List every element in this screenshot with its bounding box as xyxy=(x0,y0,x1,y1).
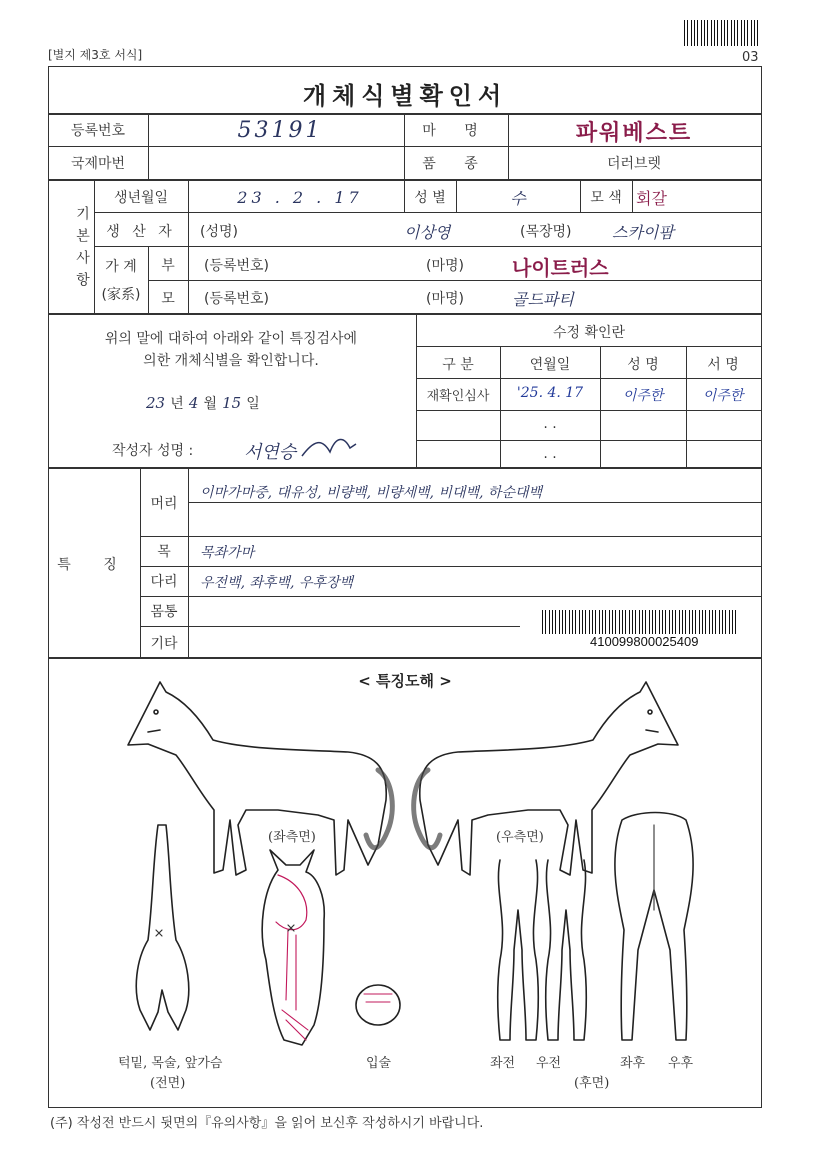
barcode-bar xyxy=(727,20,728,46)
barcode-bar xyxy=(687,20,688,46)
producer-name-value: 이상영 xyxy=(404,223,451,242)
head-front-view xyxy=(262,850,324,1045)
barcode-bar xyxy=(744,20,745,46)
barcode-bar xyxy=(542,610,543,634)
barcode-bar xyxy=(639,610,640,634)
barcode-bar xyxy=(715,610,716,634)
legs-label: 다리 xyxy=(150,574,178,590)
dam-label: 모 xyxy=(161,291,175,307)
barcode-bar xyxy=(695,610,696,634)
right-side-label: (우측면) xyxy=(496,830,544,845)
front-label: (전면) xyxy=(150,1076,186,1091)
neck-value: 목좌가마 xyxy=(200,545,255,561)
barcode-bar xyxy=(559,610,560,634)
revision-row1-name: 이주한 xyxy=(622,388,664,404)
ranch-value: 스카이팜 xyxy=(612,223,674,242)
barcode-bar xyxy=(565,610,566,634)
barcode-bar xyxy=(625,610,626,634)
right-front-label: 우전 xyxy=(536,1056,562,1071)
barcode-bar xyxy=(562,610,563,634)
date-month: 4 xyxy=(188,394,199,412)
diagram-title: < 특징도해 > xyxy=(358,672,452,690)
barcode-bar xyxy=(709,610,710,634)
barcode-bar xyxy=(615,610,616,634)
date-year-unit: 년 xyxy=(170,396,184,412)
revision-col-date: 연월일 xyxy=(529,357,571,373)
barcode-bar xyxy=(682,610,683,634)
coat-value: 회갈 xyxy=(636,189,667,208)
barcode-bar xyxy=(735,610,736,634)
producer-name-label: (성명) xyxy=(200,224,238,240)
breed-value: 더러브렛 xyxy=(606,156,662,172)
right-hind-label: 우후 xyxy=(668,1056,694,1071)
neck-label: 목 xyxy=(157,544,171,560)
rear-label: (후면) xyxy=(574,1076,610,1091)
barcode-bar xyxy=(632,610,633,634)
horse-name-value: 파워베스트 xyxy=(575,121,693,146)
barcode-number: 410099800025409 xyxy=(590,634,699,649)
barcode-bar xyxy=(699,610,700,634)
reg-no-value: 53191 xyxy=(237,118,323,143)
revision-row1-sign: 이주한 xyxy=(702,388,744,404)
barcode-bar xyxy=(649,610,650,634)
barcode-bar xyxy=(635,610,636,634)
legs-value: 우전백, 좌후백, 우후장백 xyxy=(200,575,354,591)
barcode-bar xyxy=(701,20,702,46)
coat-label: 모 색 xyxy=(590,190,622,206)
barcode-bar xyxy=(675,610,676,634)
lips-view xyxy=(356,985,400,1025)
barcode-bar xyxy=(754,20,755,46)
barcode-bar xyxy=(569,610,570,634)
barcode-bar xyxy=(652,610,653,634)
barcode-bar xyxy=(585,610,586,634)
barcode-bar xyxy=(655,610,656,634)
left-side-label: (좌측면) xyxy=(268,830,316,845)
barcode-bar xyxy=(711,20,712,46)
barcode-bar xyxy=(737,20,738,46)
barcode-bar xyxy=(622,610,623,634)
confirm-text-1: 위의 말에 대하여 아래와 같이 특징검사에 xyxy=(104,331,358,347)
body-label: 몸통 xyxy=(150,604,178,620)
barcode-bar xyxy=(612,610,613,634)
barcode-bar xyxy=(731,20,732,46)
barcode-bar xyxy=(609,610,610,634)
barcode-bar xyxy=(712,610,713,634)
rear-view xyxy=(615,813,693,1041)
barcode-bar xyxy=(592,610,593,634)
chin-chest-label: 턱밑, 목술, 앞가슴 xyxy=(118,1056,223,1071)
revision-row1-date: '25. 4. 17 xyxy=(516,385,584,401)
dam-name-value: 골드파티 xyxy=(512,290,574,309)
barcode-bar xyxy=(602,610,603,634)
date-year: 23 xyxy=(146,394,166,412)
revision-col-sign: 서 명 xyxy=(707,357,739,373)
producer-label: 생 산 자 xyxy=(106,224,176,240)
barcode-bar xyxy=(757,20,758,46)
barcode-bar xyxy=(582,610,583,634)
barcode-bar xyxy=(751,20,752,46)
date-month-unit: 월 xyxy=(203,396,217,412)
barcode-bar xyxy=(722,610,723,634)
barcode-bar xyxy=(605,610,606,634)
pedigree-label: 가 계 xyxy=(105,259,137,275)
main-barcode xyxy=(542,610,738,634)
barcode-bar xyxy=(694,20,695,46)
birth-label: 생년월일 xyxy=(113,190,169,206)
barcode-bar xyxy=(734,20,735,46)
barcode-bar xyxy=(732,610,733,634)
reg-no-label: 등록번호 xyxy=(70,123,126,139)
confirm-date xyxy=(146,393,260,413)
barcode-bar xyxy=(689,610,690,634)
author-signature xyxy=(300,430,360,462)
dam-reg-label: (등록번호) xyxy=(204,291,270,307)
confirm-text-2: 의한 개체식별을 확인합니다. xyxy=(143,353,319,369)
chest-front-view xyxy=(136,825,188,1030)
revision-row2-date: . . xyxy=(543,416,557,432)
other-label: 기타 xyxy=(150,636,178,652)
barcode-bar xyxy=(642,610,643,634)
right-side-horse xyxy=(414,682,678,875)
barcode-bar xyxy=(662,610,663,634)
features-section-label: 특 징 xyxy=(57,557,131,573)
author-label: 작성자 성명 : xyxy=(112,443,194,459)
ranch-label: (목장명) xyxy=(520,224,572,240)
left-front-label: 좌전 xyxy=(490,1056,516,1071)
barcode-bar xyxy=(579,610,580,634)
barcode-bar xyxy=(685,610,686,634)
revision-row1-type: 재확인심사 xyxy=(426,389,490,404)
horse-diagram xyxy=(48,660,762,1100)
barcode-bar xyxy=(552,610,553,634)
barcode-bar xyxy=(702,610,703,634)
sire-label: 부 xyxy=(161,258,175,274)
barcode-bar xyxy=(669,610,670,634)
pedigree-hanja: (家系) xyxy=(101,287,141,303)
sex-value: 수 xyxy=(510,189,526,208)
barcode-bar xyxy=(555,610,556,634)
barcode-bar xyxy=(619,610,620,634)
barcode-bar xyxy=(697,20,698,46)
birth-value: 23 . 2 . 17 xyxy=(237,188,363,207)
barcode-bar xyxy=(724,20,725,46)
revision-col-name: 성 명 xyxy=(627,357,659,373)
barcode-bar xyxy=(707,20,708,46)
date-day: 15 xyxy=(222,394,242,412)
barcode-bar xyxy=(691,20,692,46)
barcode-bar xyxy=(721,20,722,46)
barcode-bar xyxy=(692,610,693,634)
barcode-bar xyxy=(659,610,660,634)
barcode-bar xyxy=(645,610,646,634)
page-code: 03 xyxy=(742,50,759,65)
front-legs-view xyxy=(498,860,587,1040)
barcode-bar xyxy=(575,610,576,634)
document-title: 개체식별확인서 xyxy=(302,82,508,110)
head-value: 이마가마중, 대유성, 비량백, 비량세백, 비대백, 하순대백 xyxy=(200,485,543,501)
barcode-bar xyxy=(599,610,600,634)
form-number: [별지 제3호 서식] xyxy=(48,48,143,62)
horse-name-label: 마 명 xyxy=(422,123,490,139)
footer-note: (주) 작성전 반드시 뒷면의『유의사항』을 읽어 보신후 작성하시기 바랍니다. xyxy=(50,1116,484,1131)
barcode-bar xyxy=(705,610,706,634)
head-label: 머리 xyxy=(150,496,178,512)
barcode-bar xyxy=(549,610,550,634)
date-day-unit: 일 xyxy=(246,396,260,412)
sire-reg-label: (등록번호) xyxy=(204,258,270,274)
barcode-bar xyxy=(572,610,573,634)
sire-name-label: (마명) xyxy=(426,258,464,274)
barcode-bar xyxy=(717,20,718,46)
revision-row3-date: . . xyxy=(543,446,557,462)
barcode-bar xyxy=(679,610,680,634)
top-barcode xyxy=(684,20,760,46)
barcode-bar xyxy=(704,20,705,46)
intl-no-label: 국제마번 xyxy=(70,156,126,172)
author-value: 서연승 xyxy=(244,442,297,463)
barcode-bar xyxy=(665,610,666,634)
sex-label: 성 별 xyxy=(414,190,446,206)
revision-col-type: 구 분 xyxy=(442,357,474,373)
barcode-bar xyxy=(741,20,742,46)
revision-title: 수정 확인란 xyxy=(552,325,626,341)
barcode-bar xyxy=(595,610,596,634)
barcode-bar xyxy=(672,610,673,634)
barcode-bar xyxy=(545,610,546,634)
barcode-bar xyxy=(729,610,730,634)
dam-name-label: (마명) xyxy=(426,291,464,307)
sire-name-value: 나이트러스 xyxy=(512,256,609,280)
barcode-bar xyxy=(714,20,715,46)
barcode-bar xyxy=(747,20,748,46)
barcode-bar xyxy=(684,20,685,46)
basic-section-label: 기본사항 xyxy=(74,206,90,294)
barcode-bar xyxy=(719,610,720,634)
breed-label: 품 종 xyxy=(422,156,490,172)
barcode-bar xyxy=(629,610,630,634)
barcode-bar xyxy=(725,610,726,634)
left-hind-label: 좌후 xyxy=(620,1056,646,1071)
lips-label: 입술 xyxy=(366,1056,392,1071)
barcode-bar xyxy=(589,610,590,634)
